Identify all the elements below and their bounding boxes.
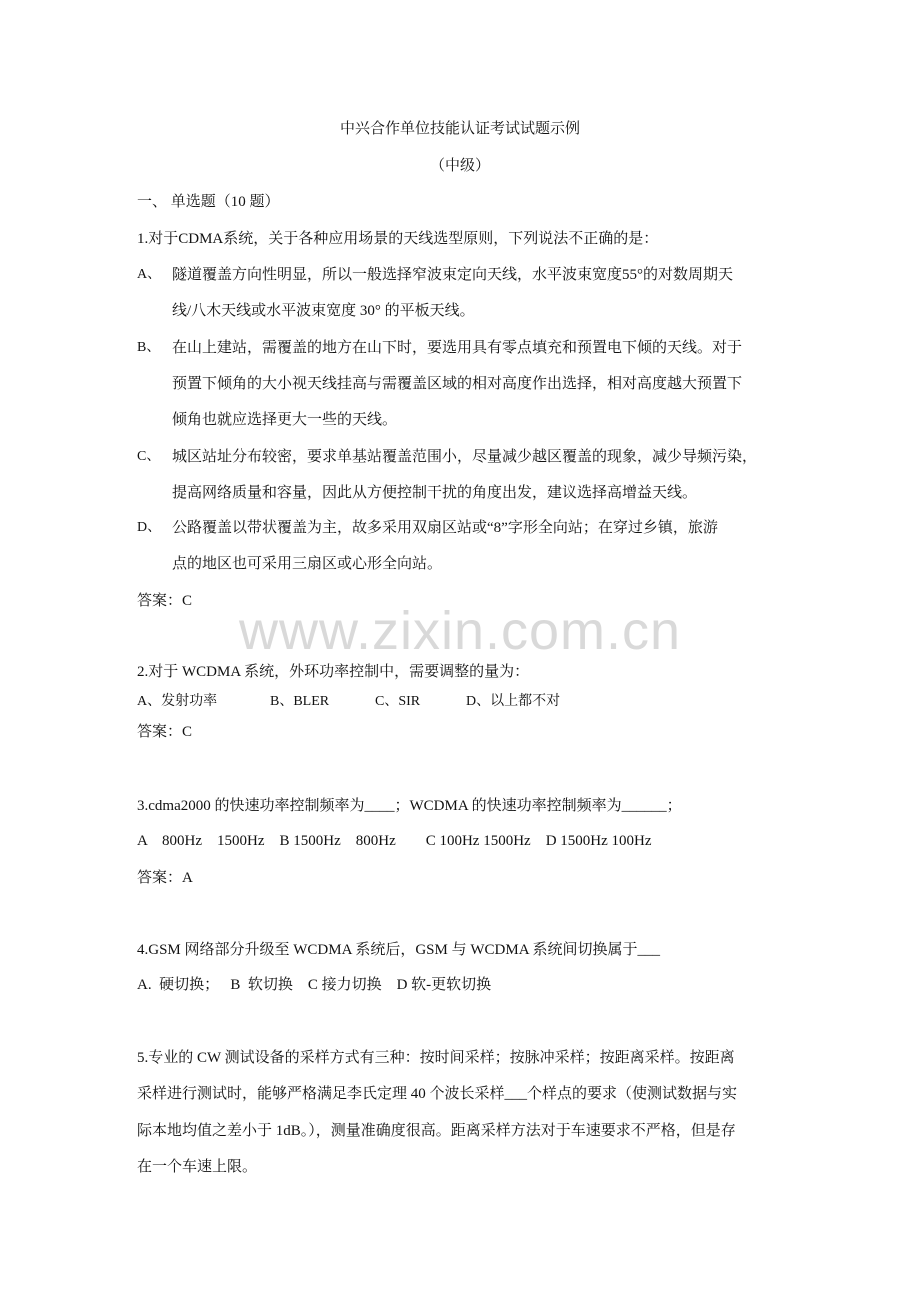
q2-option-c: C、SIR [375,694,421,709]
document-title: 中兴合作单位技能认证考试试题示例 [339,121,580,137]
q3-options: A 800Hz 1500Hz B 1500Hz 800Hz C 100Hz 1500Hz D 1500Hz 100Hz [137,833,652,849]
q1-stem: 1.对于CDMA系统，关于各种应用场景的天线选型原则，下列说法不正确的是： [137,231,659,247]
q2-option-b: B、BLER [270,694,330,709]
q1-option-b-line1: 在山上建站，需覆盖的地方在山下时，要选用具有零点填充和预置电下倾的天线。对于 [172,340,743,356]
q1-option-c-line2: 提高网络质量和容量，因此从方便控制干扰的角度出发，建议选择高增益天线。 [172,485,698,501]
q1-option-b-line3: 倾角也就应选择更大一些的天线。 [172,412,398,428]
q1-option-a-line2: 线/八木天线或水平波束宽度 30° 的平板天线。 [172,303,475,319]
q2-answer: 答案：C [137,724,193,740]
q1-option-b-line2: 预置下倾角的大小视天线挂高与需覆盖区域的相对高度作出选择，相对高度越大预置下 [172,376,743,392]
q1-option-d-line2: 点的地区也可采用三扇区或心形全向站。 [172,556,443,572]
watermark: www.zixin.com.cn [238,601,682,661]
q1-option-c-line1: 城区站址分布较密，要求单基站覆盖范围小，尽量减少越区覆盖的现象，减少导频污染， [172,449,758,465]
section-heading: 一、 单选题（10 题） [137,194,280,210]
q5-line3: 际本地均值之差小于 1dB。），测量准确度很高。距离采样方法对于车速要求不严格，但是存 [137,1123,736,1139]
q2-option-a: A、发射功率 [137,694,218,709]
q5-line1: 5.专业的 CW 测试设备的采样方式有三种：按时间采样；按脉冲采样；按距离采样。按距离 [137,1050,735,1066]
q1-option-a-line1: 隧道覆盖方向性明显，所以一般选择窄波束定向天线，水平波束宽度55°的对数周期天 [172,267,734,283]
q5-line4: 在一个车速上限。 [137,1159,258,1175]
q1-option-d-line1: 公路覆盖以带状覆盖为主，故多采用双扇区站或“8”字形全向站；在穿过乡镇，旅游 [172,520,718,536]
q1-option-d-label: D、 [137,520,162,535]
q1-option-c-label: C、 [137,449,161,464]
q2-stem: 2.对于 WCDMA 系统，外环功率控制中，需要调整的量为： [137,664,530,680]
q4-stem: 4.GSM 网络部分升级至 WCDMA 系统后，GSM 与 WCDMA 系统间切换属于___ [137,942,660,958]
q1-option-b-label: B、 [137,340,161,355]
q5-line2: 采样进行测试时，能够严格满足李氏定理 40 个波长采样___个样点的要求（使测试数据与实 [137,1086,738,1102]
q1-option-a-label: A、 [137,267,162,282]
q2-option-d: D、以上都不对 [466,694,561,709]
q3-answer: 答案：A [137,870,193,886]
q1-answer: 答案：C [137,593,193,609]
q4-options: A. 硬切换； B 软切换 C 接力切换 D 软-更软切换 [137,977,492,993]
document-level: （中级） [429,158,490,174]
q3-stem: 3.cdma2000 的快速功率控制频率为____；WCDMA 的快速功率控制频率为______； [137,798,682,814]
